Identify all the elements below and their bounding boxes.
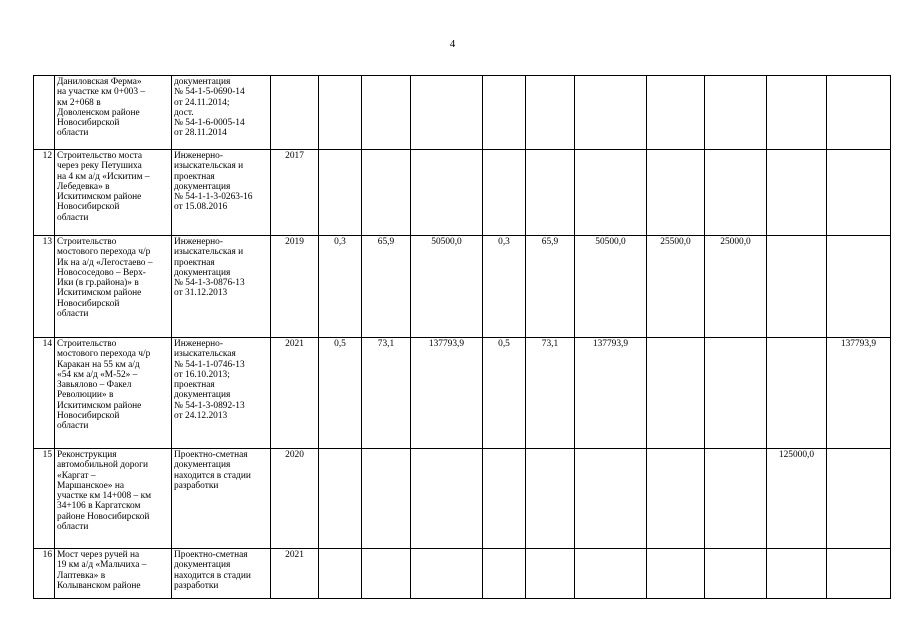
value-cell-2 bbox=[362, 150, 411, 236]
value-cell-5 bbox=[526, 76, 575, 150]
row-number: 13 bbox=[34, 236, 55, 338]
object-name: Строительство моста через реку Петушиха на 4 км а/д «Искитим – Лебедевка» в Искитимском районе Новосибирской области bbox=[55, 150, 172, 236]
completion-year: 2020 bbox=[271, 449, 319, 549]
object-name: Даниловская Ферма» на участке км 0+003 – км 2+068 в Доволенском районе Новосибирской области bbox=[55, 76, 172, 150]
value-cell-10 bbox=[827, 549, 891, 599]
value-cell-6 bbox=[575, 549, 647, 599]
table-row bbox=[34, 236, 891, 338]
value-cell-8 bbox=[705, 338, 767, 449]
value-cell-6 bbox=[575, 76, 647, 150]
table-row bbox=[34, 150, 891, 236]
value-cell-4 bbox=[483, 76, 526, 150]
row-number: 16 bbox=[34, 549, 55, 599]
value-cell-5 bbox=[526, 150, 575, 236]
value-cell-4 bbox=[483, 449, 526, 549]
documentation: Инженерно- изыскательская № 54-1-1-0746-13 от 16.10.2013; проектная документация № 54-1-3-0892-13 от 24.12.2013 bbox=[172, 338, 271, 449]
documentation: Проектно-сметная документация находится в стадии разработки bbox=[172, 449, 271, 549]
completion-year: 2021 bbox=[271, 549, 319, 599]
object-name: Реконструкция автомобильной дороги «Каргат – Маршанское» на участке км 14+008 – км 34+106 в Каргатском районе Новосибирской области bbox=[55, 449, 172, 549]
documentation: документация № 54-1-5-0690-14 от 24.11.2014; дост. № 54-1-6-0005-14 от 28.11.2014 bbox=[172, 76, 271, 150]
value-cell-9 bbox=[767, 236, 827, 338]
value-cell-2 bbox=[362, 549, 411, 599]
value-cell-3 bbox=[411, 76, 483, 150]
object-name: Строительство мостового перехода ч/р Каракан на 55 км а/д «54 км а/д «М-52» – Завьялово – Факел Революции» в Искитимском районе Новосибирской области bbox=[55, 338, 172, 449]
value-cell-4 bbox=[483, 150, 526, 236]
value-cell-5 bbox=[526, 449, 575, 549]
table-row bbox=[34, 338, 891, 449]
value-cell-8: 25000,0 bbox=[705, 236, 767, 338]
value-cell-1: 0,3 bbox=[319, 236, 362, 338]
row-number: 15 bbox=[34, 449, 55, 549]
value-cell-3 bbox=[411, 549, 483, 599]
value-cell-3 bbox=[411, 150, 483, 236]
value-cell-1 bbox=[319, 449, 362, 549]
object-name: Мост через ручей на 19 км а/д «Мальчиха – Лаптевка» в Колыванском районе bbox=[55, 549, 172, 599]
value-cell-9 bbox=[767, 338, 827, 449]
value-cell-10 bbox=[827, 236, 891, 338]
table-row bbox=[34, 449, 891, 549]
value-cell-1: 0,5 bbox=[319, 338, 362, 449]
row-number bbox=[34, 76, 55, 150]
value-cell-6: 50500,0 bbox=[575, 236, 647, 338]
table-row bbox=[34, 76, 891, 150]
value-cell-4 bbox=[483, 549, 526, 599]
value-cell-2: 65,9 bbox=[362, 236, 411, 338]
documentation: Инженерно- изыскательская и проектная документация № 54-1-3-0876-13 от 31.12.2013 bbox=[172, 236, 271, 338]
documentation: Проектно-сметная документация находится в стадии разработки bbox=[172, 549, 271, 599]
value-cell-7 bbox=[647, 150, 705, 236]
completion-year bbox=[271, 76, 319, 150]
value-cell-7 bbox=[647, 549, 705, 599]
completion-year: 2019 bbox=[271, 236, 319, 338]
value-cell-1 bbox=[319, 76, 362, 150]
value-cell-10 bbox=[827, 150, 891, 236]
completion-year: 2017 bbox=[271, 150, 319, 236]
value-cell-2: 73,1 bbox=[362, 338, 411, 449]
page-number: 4 bbox=[449, 38, 456, 50]
value-cell-10 bbox=[827, 449, 891, 549]
value-cell-7: 25500,0 bbox=[647, 236, 705, 338]
value-cell-9 bbox=[767, 76, 827, 150]
value-cell-2 bbox=[362, 76, 411, 150]
value-cell-1 bbox=[319, 150, 362, 236]
value-cell-3: 137793,9 bbox=[411, 338, 483, 449]
value-cell-3 bbox=[411, 449, 483, 549]
value-cell-10: 137793,9 bbox=[827, 338, 891, 449]
value-cell-10 bbox=[827, 76, 891, 150]
value-cell-9 bbox=[767, 549, 827, 599]
value-cell-8 bbox=[705, 76, 767, 150]
value-cell-4: 0,5 bbox=[483, 338, 526, 449]
value-cell-3: 50500,0 bbox=[411, 236, 483, 338]
value-cell-8 bbox=[705, 150, 767, 236]
value-cell-6 bbox=[575, 150, 647, 236]
value-cell-4: 0,3 bbox=[483, 236, 526, 338]
row-number: 14 bbox=[34, 338, 55, 449]
value-cell-9: 125000,0 bbox=[767, 449, 827, 549]
value-cell-5 bbox=[526, 549, 575, 599]
value-cell-8 bbox=[705, 549, 767, 599]
value-cell-2 bbox=[362, 449, 411, 549]
table-row bbox=[34, 549, 891, 599]
value-cell-7 bbox=[647, 76, 705, 150]
completion-year: 2021 bbox=[271, 338, 319, 449]
value-cell-5: 65,9 bbox=[526, 236, 575, 338]
value-cell-6: 137793,9 bbox=[575, 338, 647, 449]
value-cell-7 bbox=[647, 338, 705, 449]
row-number: 12 bbox=[34, 150, 55, 236]
documentation: Инженерно- изыскательская и проектная документация № 54-1-1-3-0263-16 от 15.08.2016 bbox=[172, 150, 271, 236]
value-cell-5: 73,1 bbox=[526, 338, 575, 449]
value-cell-9 bbox=[767, 150, 827, 236]
objects-table bbox=[33, 75, 891, 599]
value-cell-7 bbox=[647, 449, 705, 549]
value-cell-1 bbox=[319, 549, 362, 599]
object-name: Строительство мостового перехода ч/р Ик на а/д «Легостаево – Новососедово – Верх- Ики (в гр.района)» в Искитимском районе Новосибирской области bbox=[55, 236, 172, 338]
value-cell-6 bbox=[575, 449, 647, 549]
value-cell-8 bbox=[705, 449, 767, 549]
